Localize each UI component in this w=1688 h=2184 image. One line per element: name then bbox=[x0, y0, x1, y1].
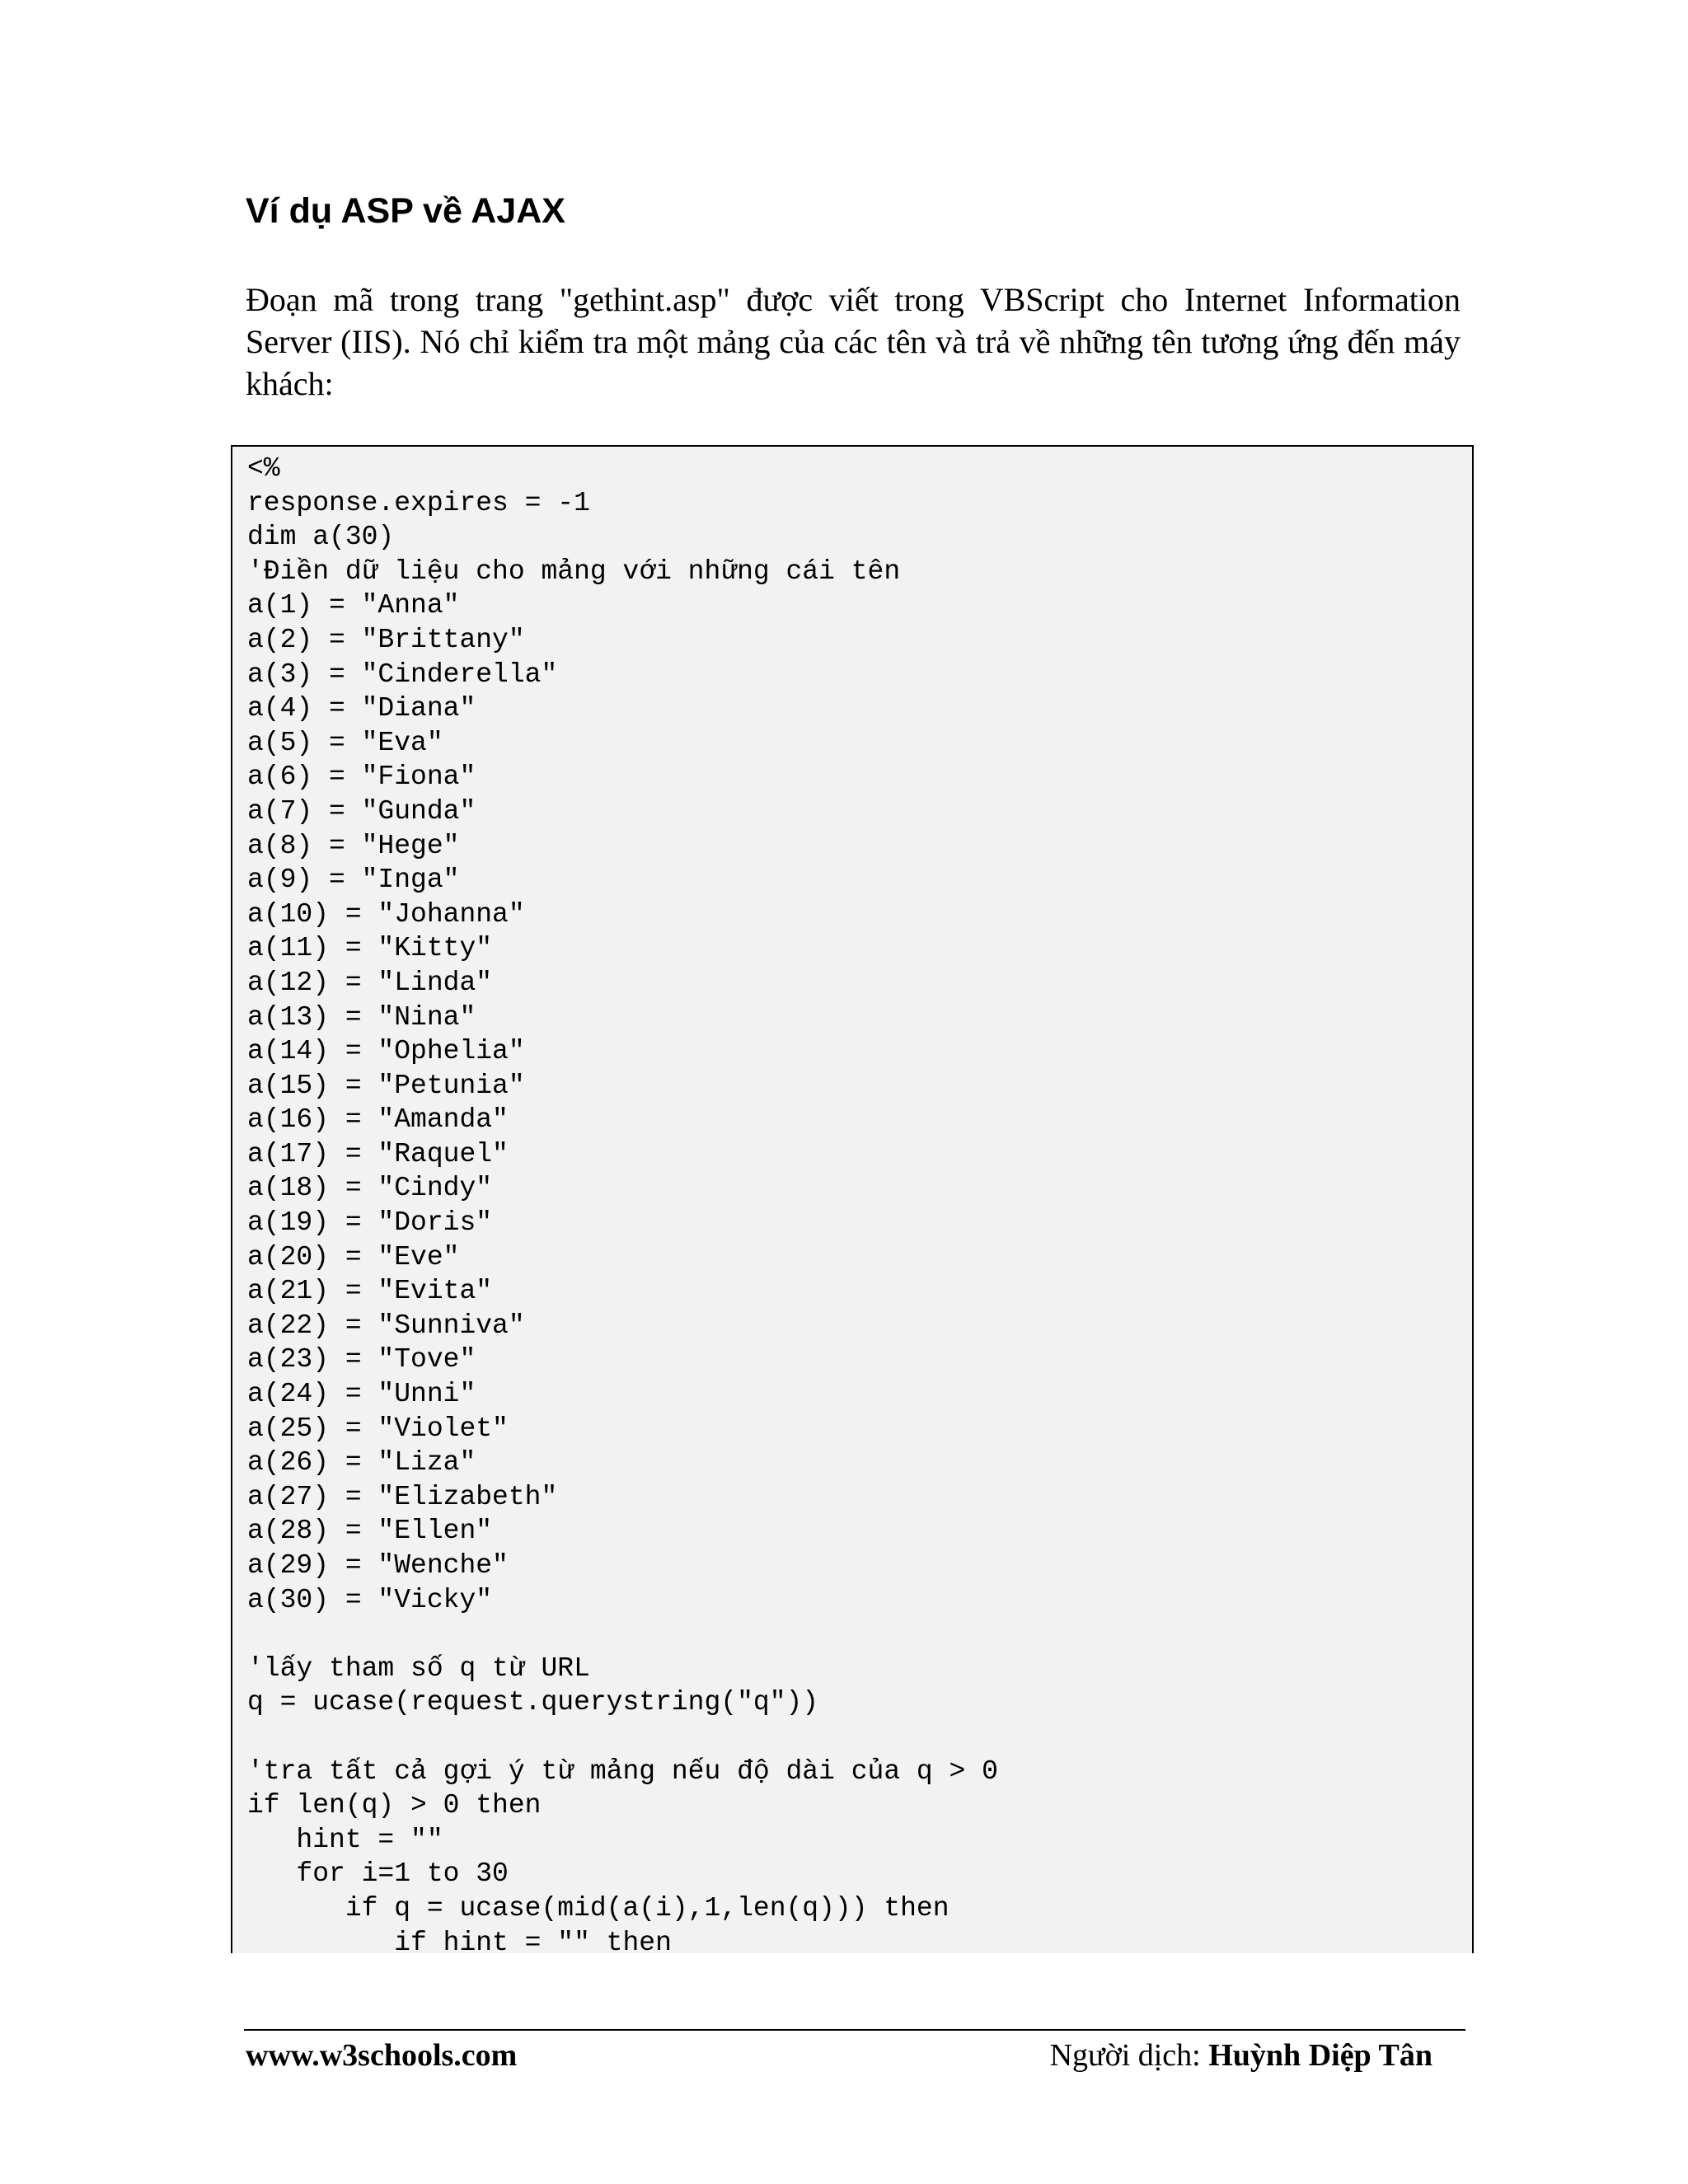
code-block bbox=[231, 445, 1474, 1953]
footer-site-link[interactable]: www.w3schools.com bbox=[246, 2038, 518, 2073]
code-line: a(4) = "Diana" bbox=[247, 693, 476, 724]
code-line: a(19) = "Doris" bbox=[247, 1207, 493, 1239]
code-line: a(23) = "Tove" bbox=[247, 1344, 476, 1376]
code-line: <% bbox=[247, 453, 280, 484]
translator-label: Người dịch: bbox=[1049, 2038, 1209, 2073]
code-line: a(18) = "Cindy" bbox=[247, 1173, 493, 1204]
code-line: if len(q) > 0 then bbox=[247, 1790, 542, 1821]
code-line: a(15) = "Petunia" bbox=[247, 1070, 525, 1101]
code-line: a(12) = "Linda" bbox=[247, 967, 493, 998]
code-line: q = ucase(request.querystring("q")) bbox=[247, 1687, 819, 1718]
code-line: 'lấy tham số q từ URL bbox=[247, 1652, 590, 1684]
code-line: response.expires = -1 bbox=[247, 487, 590, 518]
code-line: 'tra tất cả gợi ý từ mảng nếu độ dài của q > 0 bbox=[247, 1755, 998, 1787]
code-listing bbox=[247, 452, 998, 1953]
footer-translator bbox=[1050, 2037, 1432, 2074]
code-line: a(21) = "Evita" bbox=[247, 1276, 493, 1307]
code-line: if q = ucase(mid(a(i),1,len(q))) then bbox=[247, 1892, 950, 1924]
code-line: a(14) = "Ophelia" bbox=[247, 1036, 525, 1067]
code-line: a(7) = "Gunda" bbox=[247, 795, 476, 827]
code-line: a(5) = "Eva" bbox=[247, 727, 443, 758]
code-line: a(30) = "Vicky" bbox=[247, 1584, 493, 1615]
intro-paragraph: Đoạn mã trong trang "gethint.asp" được viết trong VBScript cho Internet Information Server (IIS). Nó chỉ kiểm tra một mảng của các tên và trả về những tên tương ứng đến máy khách: bbox=[246, 281, 1461, 402]
section-heading: Ví dụ ASP về AJAX bbox=[246, 191, 565, 231]
code-line: a(6) = "Fiona" bbox=[247, 762, 476, 793]
code-line: if hint = "" then bbox=[247, 1927, 672, 1953]
code-line: a(27) = "Elizabeth" bbox=[247, 1481, 558, 1512]
code-line: a(9) = "Inga" bbox=[247, 865, 460, 896]
code-line: a(13) = "Nina" bbox=[247, 1001, 476, 1033]
code-line: a(2) = "Brittany" bbox=[247, 624, 525, 655]
code-line: a(20) = "Eve" bbox=[247, 1241, 460, 1272]
code-line: a(26) = "Liza" bbox=[247, 1447, 476, 1479]
code-line: a(29) = "Wenche" bbox=[247, 1550, 509, 1581]
code-line: a(1) = "Anna" bbox=[247, 590, 460, 621]
code-line: a(10) = "Johanna" bbox=[247, 898, 525, 930]
code-line: a(8) = "Hege" bbox=[247, 830, 460, 861]
code-line: dim a(30) bbox=[247, 522, 395, 553]
code-line: hint = "" bbox=[247, 1824, 443, 1855]
code-line: a(16) = "Amanda" bbox=[247, 1104, 509, 1136]
code-line: a(24) = "Unni" bbox=[247, 1379, 476, 1410]
translator-name: Huỳnh Diệp Tân bbox=[1208, 2038, 1432, 2073]
code-line: a(28) = "Ellen" bbox=[247, 1516, 493, 1547]
code-line: a(3) = "Cinderella" bbox=[247, 658, 558, 690]
code-line: 'Điền dữ liệu cho mảng với những cái tên bbox=[247, 555, 901, 587]
footer-divider bbox=[244, 2029, 1465, 2031]
code-line: a(11) = "Kitty" bbox=[247, 933, 493, 964]
code-line: a(17) = "Raquel" bbox=[247, 1138, 509, 1169]
code-line: for i=1 to 30 bbox=[247, 1858, 509, 1890]
code-line: a(25) = "Violet" bbox=[247, 1413, 509, 1444]
code-line: a(22) = "Sunniva" bbox=[247, 1310, 525, 1341]
